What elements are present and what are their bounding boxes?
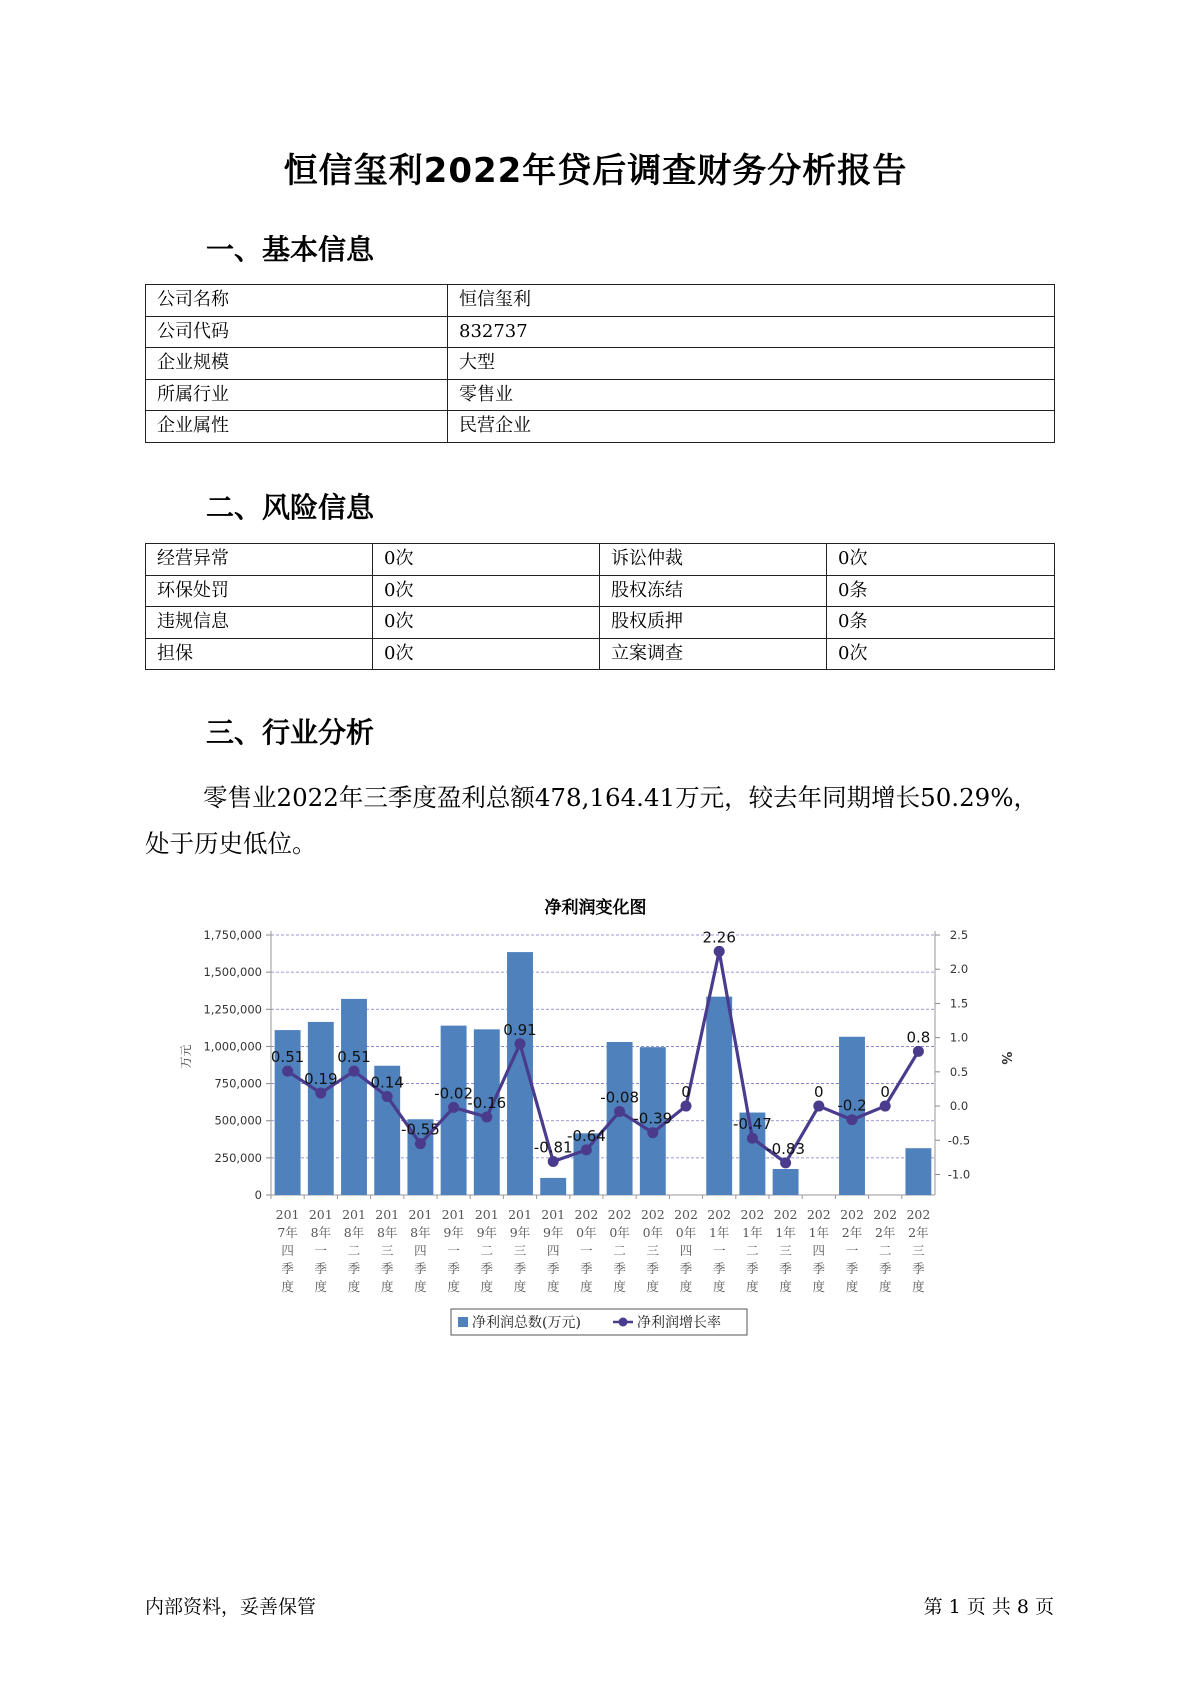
- risk-info-label: 股权冻结: [600, 575, 827, 607]
- growth-rate-data-label: 0.19: [304, 1070, 338, 1089]
- growth-rate-point: [880, 1101, 891, 1112]
- bar: [341, 999, 367, 1195]
- basic-info-heading: 一、基本信息: [206, 233, 375, 266]
- y-tick-label: 500,000: [214, 1113, 262, 1128]
- x-tick-label: 201 9年四季度: [541, 1207, 566, 1294]
- growth-rate-data-label: 0: [880, 1083, 890, 1102]
- growth-rate-point: [581, 1144, 592, 1155]
- x-tick-label: 202 0年一季度: [574, 1207, 599, 1294]
- y-tick-label: 0: [254, 1188, 262, 1202]
- x-tick-label: 202 1年一季度: [707, 1207, 732, 1294]
- bar: [773, 1169, 799, 1195]
- risk-info-label: 环保处罚: [146, 575, 373, 607]
- risk-info-label: 诉讼仲裁: [600, 544, 827, 576]
- basic-info-value: 大型: [448, 348, 1055, 380]
- y-tick-label: 750,000: [214, 1076, 262, 1091]
- risk-info-label: 违规信息: [146, 607, 373, 639]
- growth-rate-data-label: -0.47: [732, 1115, 772, 1134]
- risk-info-value: 0次: [373, 638, 600, 670]
- x-tick-label: 202 2年一季度: [840, 1207, 864, 1294]
- x-tick-label: 202 0年四季度: [674, 1207, 698, 1294]
- growth-rate-point: [714, 946, 725, 957]
- growth-rate-point: [515, 1038, 526, 1049]
- y2-tick-label: 2.5: [949, 928, 969, 942]
- bar: [905, 1148, 931, 1195]
- x-tick-label: 201 9年二季度: [474, 1207, 499, 1294]
- growth-rate-data-label: -0.16: [467, 1094, 507, 1112]
- report-title: 恒信玺利2022年贷后调查财务分析报告: [283, 151, 908, 191]
- risk-info-value: 0次: [827, 638, 1055, 670]
- basic-info-value: 零售业: [448, 379, 1055, 411]
- basic-info-label: 公司代码: [146, 316, 448, 348]
- y-tick-label: 1,250,000: [203, 1002, 262, 1017]
- growth-rate-data-label: 0: [814, 1083, 824, 1102]
- growth-rate-data-label: -0.64: [566, 1126, 606, 1145]
- bar: [540, 1178, 566, 1195]
- growth-rate-point: [382, 1091, 393, 1102]
- x-tick-label: 202 1年三季度: [773, 1207, 798, 1294]
- y2-tick-label: -1.0: [947, 1167, 971, 1182]
- y2-axis-title: %: [998, 1051, 1013, 1065]
- growth-rate-data-label: -0.02: [434, 1084, 474, 1103]
- bar: [706, 997, 732, 1195]
- x-tick-label: 202 1年四季度: [806, 1207, 831, 1294]
- growth-rate-point: [647, 1127, 658, 1138]
- basic-info-label: 公司名称: [146, 285, 448, 317]
- growth-rate-data-label: -0.2: [837, 1096, 867, 1115]
- legend-line-label: 净利润增长率: [637, 1315, 721, 1331]
- x-tick-label: 201 8年一季度: [308, 1207, 333, 1294]
- growth-rate-data-label: 0: [681, 1083, 691, 1102]
- growth-rate-point: [448, 1102, 459, 1113]
- y-tick-label: 1,000,000: [203, 1039, 262, 1054]
- growth-rate-data-label: 0.91: [503, 1020, 537, 1039]
- risk-info-value: 0条: [827, 607, 1055, 639]
- growth-rate-point: [282, 1066, 293, 1077]
- x-tick-label: 201 8年三季度: [375, 1207, 400, 1294]
- y-axis-title: 万元: [179, 1044, 193, 1069]
- y2-tick-label: 1.5: [949, 996, 969, 1011]
- growth-rate-data-label: -0.55: [400, 1120, 440, 1139]
- industry-analysis-paragraph: 零售业2022年三季度盈利总额478,164.41万元，较去年同期增长50.29%，处于历史低位。: [145, 783, 1039, 858]
- growth-rate-point: [780, 1157, 791, 1168]
- growth-rate-data-label: -0.39: [633, 1109, 673, 1128]
- growth-rate-data-label: 0.51: [270, 1048, 305, 1067]
- growth-rate-point: [415, 1138, 426, 1149]
- risk-info-label: 立案调查: [600, 638, 827, 670]
- risk-info-value: 0条: [827, 575, 1055, 607]
- x-tick-label: 201 8年四季度: [408, 1207, 433, 1294]
- growth-rate-point: [813, 1101, 824, 1112]
- x-tick-label: 201 7年四季度: [275, 1207, 300, 1294]
- y2-tick-label: 2.0: [949, 962, 969, 977]
- growth-rate-point: [913, 1046, 924, 1057]
- industry-analysis-heading: 三、行业分析: [206, 716, 375, 749]
- basic-info-value: 民营企业: [448, 411, 1055, 443]
- x-tick-label: 202 2年二季度: [873, 1207, 898, 1294]
- basic-info-value: 832737: [448, 316, 1055, 348]
- y-tick-label: 1,500,000: [203, 965, 262, 980]
- x-tick-label: 201 9年一季度: [441, 1207, 466, 1294]
- risk-info-heading: 二、风险信息: [206, 491, 375, 524]
- y2-tick-label: -0.5: [947, 1133, 971, 1148]
- growth-rate-data-label: 0.51: [337, 1048, 371, 1067]
- risk-info-value: 0次: [827, 544, 1055, 576]
- growth-rate-data-label: 0.14: [370, 1073, 404, 1092]
- bar: [308, 1022, 334, 1195]
- risk-info-label: 经营异常: [146, 544, 373, 576]
- growth-rate-data-label: -0.83: [766, 1139, 806, 1158]
- growth-rate-point: [681, 1101, 692, 1112]
- growth-rate-point: [614, 1106, 625, 1117]
- growth-rate-data-label: 2.26: [702, 928, 736, 947]
- growth-rate-point: [847, 1114, 858, 1125]
- risk-info-label: 股权质押: [600, 607, 827, 639]
- x-tick-label: 202 0年三季度: [640, 1207, 665, 1294]
- y2-tick-label: 1.0: [949, 1030, 969, 1045]
- x-tick-label: 202 1年二季度: [740, 1207, 765, 1294]
- growth-rate-data-label: -0.81: [533, 1138, 573, 1157]
- risk-info-value: 0次: [373, 575, 600, 607]
- footer-page-number: 第 1 页 共 8 页: [923, 1596, 1054, 1618]
- growth-rate-point: [315, 1088, 326, 1099]
- chart-title: 净利润变化图: [544, 898, 647, 918]
- risk-info-value: 0次: [373, 607, 600, 639]
- y-tick-label: 250,000: [214, 1150, 262, 1165]
- basic-info-label: 企业规模: [146, 348, 448, 380]
- y-tick-label: 1,750,000: [203, 928, 262, 942]
- x-tick-label: 202 0年二季度: [607, 1207, 632, 1294]
- legend-bar-swatch: [458, 1317, 468, 1327]
- x-tick-label: 201 8年二季度: [342, 1207, 366, 1294]
- legend-bar-label: 净利润总数(万元): [472, 1315, 581, 1331]
- risk-info-label: 担保: [146, 638, 373, 670]
- growth-rate-data-label: -0.08: [600, 1088, 640, 1107]
- growth-rate-point: [481, 1112, 492, 1123]
- footer-confidential: 内部资料，妥善保管: [145, 1596, 317, 1618]
- y2-tick-label: 0.0: [949, 1099, 969, 1114]
- risk-info-value: 0次: [373, 544, 600, 576]
- basic-info-label: 所属行业: [146, 379, 448, 411]
- growth-rate-point: [747, 1133, 758, 1144]
- basic-info-value: 恒信玺利: [448, 285, 1055, 317]
- basic-info-label: 企业属性: [146, 411, 448, 443]
- growth-rate-point: [349, 1066, 360, 1077]
- growth-rate-data-label: 0.8: [906, 1028, 931, 1047]
- legend-line-marker: [619, 1318, 628, 1327]
- x-tick-label: 201 9年三季度: [508, 1207, 532, 1294]
- x-tick-label: 202 2年三季度: [906, 1207, 931, 1294]
- y2-tick-label: 0.5: [949, 1064, 969, 1079]
- growth-rate-point: [548, 1156, 559, 1167]
